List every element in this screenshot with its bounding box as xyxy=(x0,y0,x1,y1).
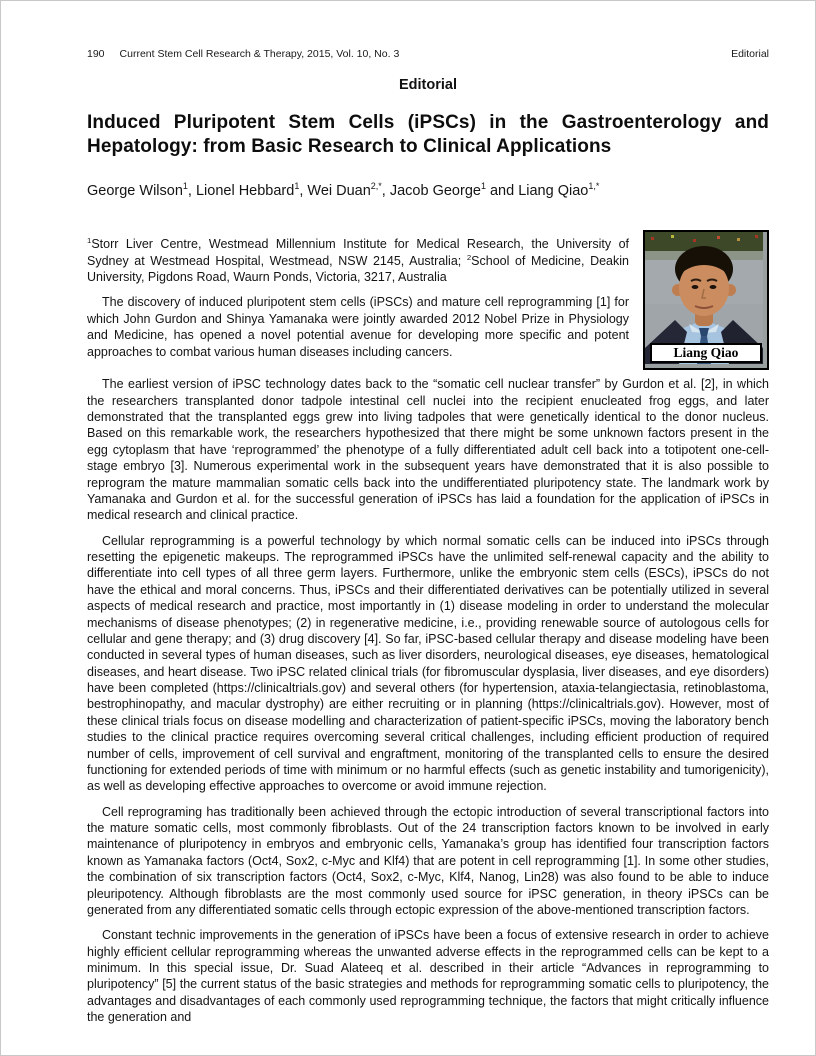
author-separator: , xyxy=(381,183,390,200)
body-paragraph: Cell reprograming has traditionally been achieved through the ectopic introduction of several transcriptional factors into the mature somatic cells, most commonly fibroblasts. Out of the 24 transcription factors known to be involved in early maintenance of pluripotency in embryos and embryonic cells, Yamanaka’s group has identified four transcription factors known as Yamanaka factors (Oct4, Sox2, c-Myc and Klf4) that are potent in cell reprogramming [1]. In some other studies, the combination of six transcription factors (Oct4, Sox2, c-Myc, Klf4, Nanog, Lin28) was also found to be able to induce pleuripotency. Although fibroblasts are the most commonly used source for iPSC generation, in theory iPSCs can be generated from any differentiated somatic cells through ectopic expression of the above-mentioned transcription factors. xyxy=(87,804,769,917)
author-name: Liang Qiao xyxy=(518,183,589,200)
affiliation-mark: 1 xyxy=(87,236,92,246)
affiliation-text: School of Medicine, Deakin University, Pigdons Road, Waurn Ponds, Victoria, 3217, Australia xyxy=(87,253,629,284)
author-photo xyxy=(643,230,769,370)
author-name: Lionel Hebbard xyxy=(195,183,295,200)
body-paragraph: Constant technic improvements in the generation of iPSCs have been a focus of extensive research in order to achieve highly efficient cellular reprogramming whereas the unwanted adverse effects in the reprogrammed cells can be kept to a minimum. In this special issue, Dr. Suad Alateeq et al. described in their article “Advances in reprogramming to pluripotency” [5] the current status of the basic strategies and methods for reprogramming somatic cells to pluripotency, the advantages and disadvantages of each commonly used reprogramming technique, the factors that might critically influence the generation and xyxy=(87,928,769,1025)
author-separator: and xyxy=(485,183,519,200)
author-name: George Wilson xyxy=(87,183,183,200)
running-head-left xyxy=(87,48,399,60)
author-affiliation-mark: 1 xyxy=(480,181,486,192)
journal-reference: Current Stem Cell Research & Therapy, 2015, Vol. 10, No. 3 xyxy=(119,48,400,60)
author-separator: , xyxy=(187,183,196,200)
body-paragraph: The earliest version of iPSC technology dates back to the “somatic cell nuclear transfer” by Gurdon et al. [2], in which the researchers transplanted donor tadpole intestinal cell nuclei into the recipient enucleated frog eggs, and later demonstrated that the transplanted eggs grew into living tadpoles that were genetically identical to the donor nucleus. Based on this remarkable work, the researchers hypothesized that there might be some unknown factors present in the egg cytoplasm that have ‘reprogrammed’ the phenotype of a fully differentiated adult cell back into a totipotent one-cell-stage embryo [3]. Numerous experimental work in the subsequent years have demonstrated that it is also possible to reprogram the mature mammalian somatic cells back into the undifferentiated pluripotency state. The landmark work by Yamanaka and Gurdon et al. for the successful generation of iPSCs has laid a foundation for the application of iPSCs in medical research and clinical practice. xyxy=(87,377,769,523)
author-separator: , xyxy=(299,183,308,200)
author-affiliation-mark: 1 xyxy=(182,181,188,192)
affiliation-text: Storr Liver Centre, Westmead Millennium Institute for Medical Research, the University of Sydney at Westmead Hospital, Westmead, NSW 2145, Australia; xyxy=(87,237,629,268)
article-title: Induced Pluripotent Stem Cells (iPSCs) in the Gastroenterology and Hepatology: from Basic Research to Clinical Applications xyxy=(87,112,769,158)
body-paragraph: The discovery of induced pluripotent stem cells (iPSCs) and mature cell reprogramming [1] for which John Gurdon and Shinya Yamanaka were jointly awarded 2012 Nobel Prize in Physiology and Medicine, has opened a novel potential avenue for developing more specific and potent approaches to combat various human diseases including cancers. xyxy=(87,295,629,359)
author-affiliation-mark: 2,* xyxy=(370,181,382,192)
running-head xyxy=(87,48,769,60)
author-affiliation-mark: 1 xyxy=(294,181,300,192)
author-name: Wei Duan xyxy=(307,183,371,200)
photo-caption: Liang Qiao xyxy=(650,343,762,363)
author-name: Jacob George xyxy=(389,183,481,200)
page-number: 190 xyxy=(87,48,105,60)
section-heading: Editorial xyxy=(398,77,457,93)
running-head-section: Editorial xyxy=(731,48,769,60)
affiliation-mark: 2 xyxy=(466,252,472,262)
author-affiliation-mark: 1,* xyxy=(588,181,600,192)
intro-block xyxy=(87,236,769,360)
body-paragraph: Cellular reprogramming is a powerful technology by which normal somatic cells can be induced into iPSCs through resetting the epigenetic makeups. The reprogrammed iPSCs have the unlimited self-renewal capacity and the ability to differentiate into cell types of all three germ layers. Furthermore, unlike the embryonic stem cells (ESCs), iPSCs do not have the ethical and moral concerns. Thus, iPSCs and their differentiated derivatives can be potentially utilized in several aspects of medical research and practice, most importantly in (1) disease modeling in order to understand the molecular mechanisms of disease phenotypes; (2) in regenerative medicine, i.e., providing renewable source of autologous cells for cellular and gene therapy; and (3) drug discovery [4]. So far, iPSC-based cellular therapy and disease modeling have been conducted in several types of human diseases, such as liver disorders, neurological diseases, eye diseases, hematological diseases, and heart disease. Two iPSC related clinical trials (for fibromuscular dysplasia, liver diseases, and eye disorders) have been completed (https://clinicaltrials.gov) and several others (for hypertension, ataxia-telangiectasia, retinoblastoma, bestrophinopathy, and macular dystrophy) are either recruiting or in planning (https://clinicaltrials.gov). However, most of these clinical trials focus on disease modelling and characterization of patient-specific iPSCs, moving the laboratory bench studies to the clinical practice requires overcoming several critical challenges, including efficient production of required number of cells, improvement of cell survival and engraftment, monitoring of the transplanted cells to ensure the desired functioning for extended periods of time with minimum or no harmful effects (such as genetic instability and tumorigenicity), as well as developing effective approaches to overcome or avoid immune rejection. xyxy=(87,533,769,794)
author-line xyxy=(87,183,769,199)
